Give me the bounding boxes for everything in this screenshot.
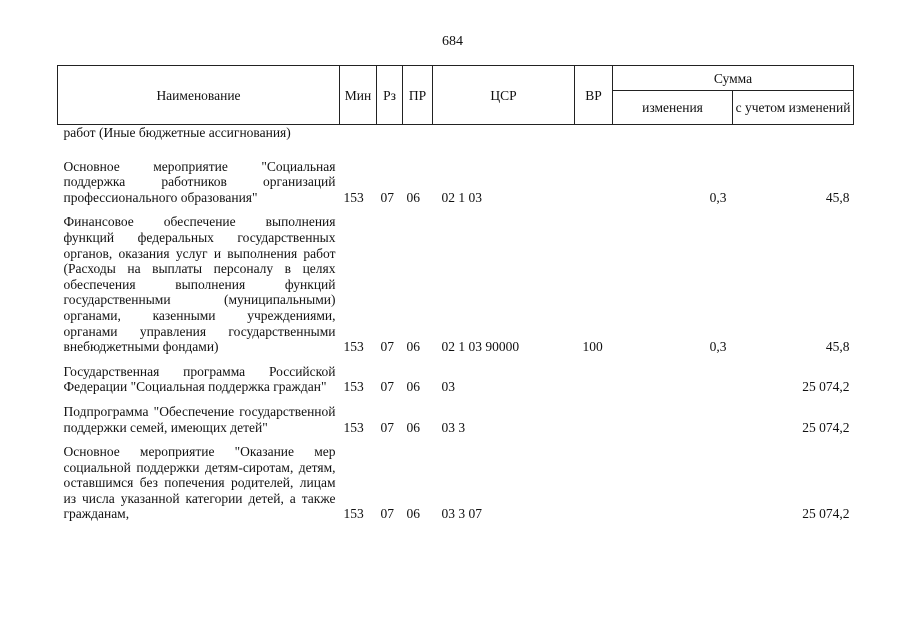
header-min: Мин	[340, 66, 377, 125]
header-vr: ВР	[575, 66, 613, 125]
row-rz: 07	[380, 506, 394, 522]
row-csr	[433, 125, 575, 141]
header-with-changes: с учетом изменений	[733, 91, 854, 125]
row-csr: 02 1 03 90000	[441, 339, 520, 355]
row-name: Финансовое обеспечение выполнения функций федеральных государственных органов, оказания услуг и выполнения работ (Расходы на выплаты персоналу в целях обеспечения выполнения функций государственными (муниципальными) органами, казенными учреждениями, органами управления государственными внебюджетными фондами)	[63, 214, 336, 355]
table-row	[58, 159, 854, 206]
row-name: Основное мероприятие "Социальная поддержка работников организаций профессионального образования"	[63, 158, 336, 205]
row-change	[613, 364, 733, 395]
row-vr	[575, 159, 613, 206]
row-vr	[575, 364, 613, 395]
row-total: 45,8	[825, 339, 850, 355]
page-number: 684	[442, 34, 463, 49]
row-pr: 06	[406, 506, 420, 522]
row-min	[340, 125, 377, 141]
row-change: 0,3	[709, 339, 727, 355]
row-rz	[377, 125, 403, 141]
row-total: 45,8	[825, 189, 850, 205]
header-change: изменения	[613, 91, 733, 125]
row-total: 25 074,2	[802, 419, 850, 435]
row-total	[733, 125, 854, 141]
row-change: 0,3	[709, 189, 727, 205]
table-row	[58, 214, 854, 354]
row-name: Подпрограмма "Обеспечение государственной поддержки семей, имеющих детей"	[63, 403, 336, 435]
row-pr: 06	[406, 339, 420, 355]
row-min: 153	[343, 419, 364, 435]
row-rz: 07	[380, 339, 394, 355]
row-pr	[403, 125, 433, 141]
header-rz: Рз	[377, 66, 403, 125]
table-row	[58, 364, 854, 395]
row-total: 25 074,2	[802, 506, 850, 522]
header-name: Наименование	[58, 66, 340, 125]
row-rz: 07	[380, 189, 394, 205]
row-change	[613, 404, 733, 435]
table-row	[58, 404, 854, 435]
row-min: 153	[343, 339, 364, 355]
row-name: Государственная программа Российской Федерации "Социальная поддержка граждан"	[63, 363, 336, 395]
row-change	[613, 125, 733, 141]
row-vr	[575, 125, 613, 141]
row-name: Основное мероприятие "Оказание мер социальной поддержки детям-сиротам, детям, оставшимся без попечения родителей, лицам из числа указанной категории детей, а также гражданам,	[63, 444, 336, 522]
row-pr: 06	[406, 379, 420, 395]
row-total: 25 074,2	[802, 379, 850, 395]
header-csr: ЦСР	[433, 66, 575, 125]
row-change	[613, 444, 733, 522]
row-min: 153	[343, 379, 364, 395]
row-name: работ (Иные бюджетные ассигнования)	[63, 125, 291, 140]
table-row	[58, 444, 854, 522]
header-pr: ПР	[403, 66, 433, 125]
row-pr: 06	[406, 419, 420, 435]
row-rz: 07	[380, 419, 394, 435]
budget-table	[57, 65, 854, 522]
row-min: 153	[343, 506, 364, 522]
row-csr: 03	[441, 379, 455, 395]
row-vr	[575, 444, 613, 522]
table-row	[58, 125, 854, 141]
row-pr: 06	[406, 189, 420, 205]
row-vr: 100	[582, 339, 603, 355]
row-vr	[575, 404, 613, 435]
row-csr: 03 3	[441, 419, 466, 435]
row-csr: 02 1 03	[441, 189, 482, 205]
row-csr: 03 3 07	[441, 506, 482, 522]
header-sum: Сумма	[613, 66, 854, 91]
row-rz: 07	[380, 379, 394, 395]
row-min: 153	[343, 189, 364, 205]
